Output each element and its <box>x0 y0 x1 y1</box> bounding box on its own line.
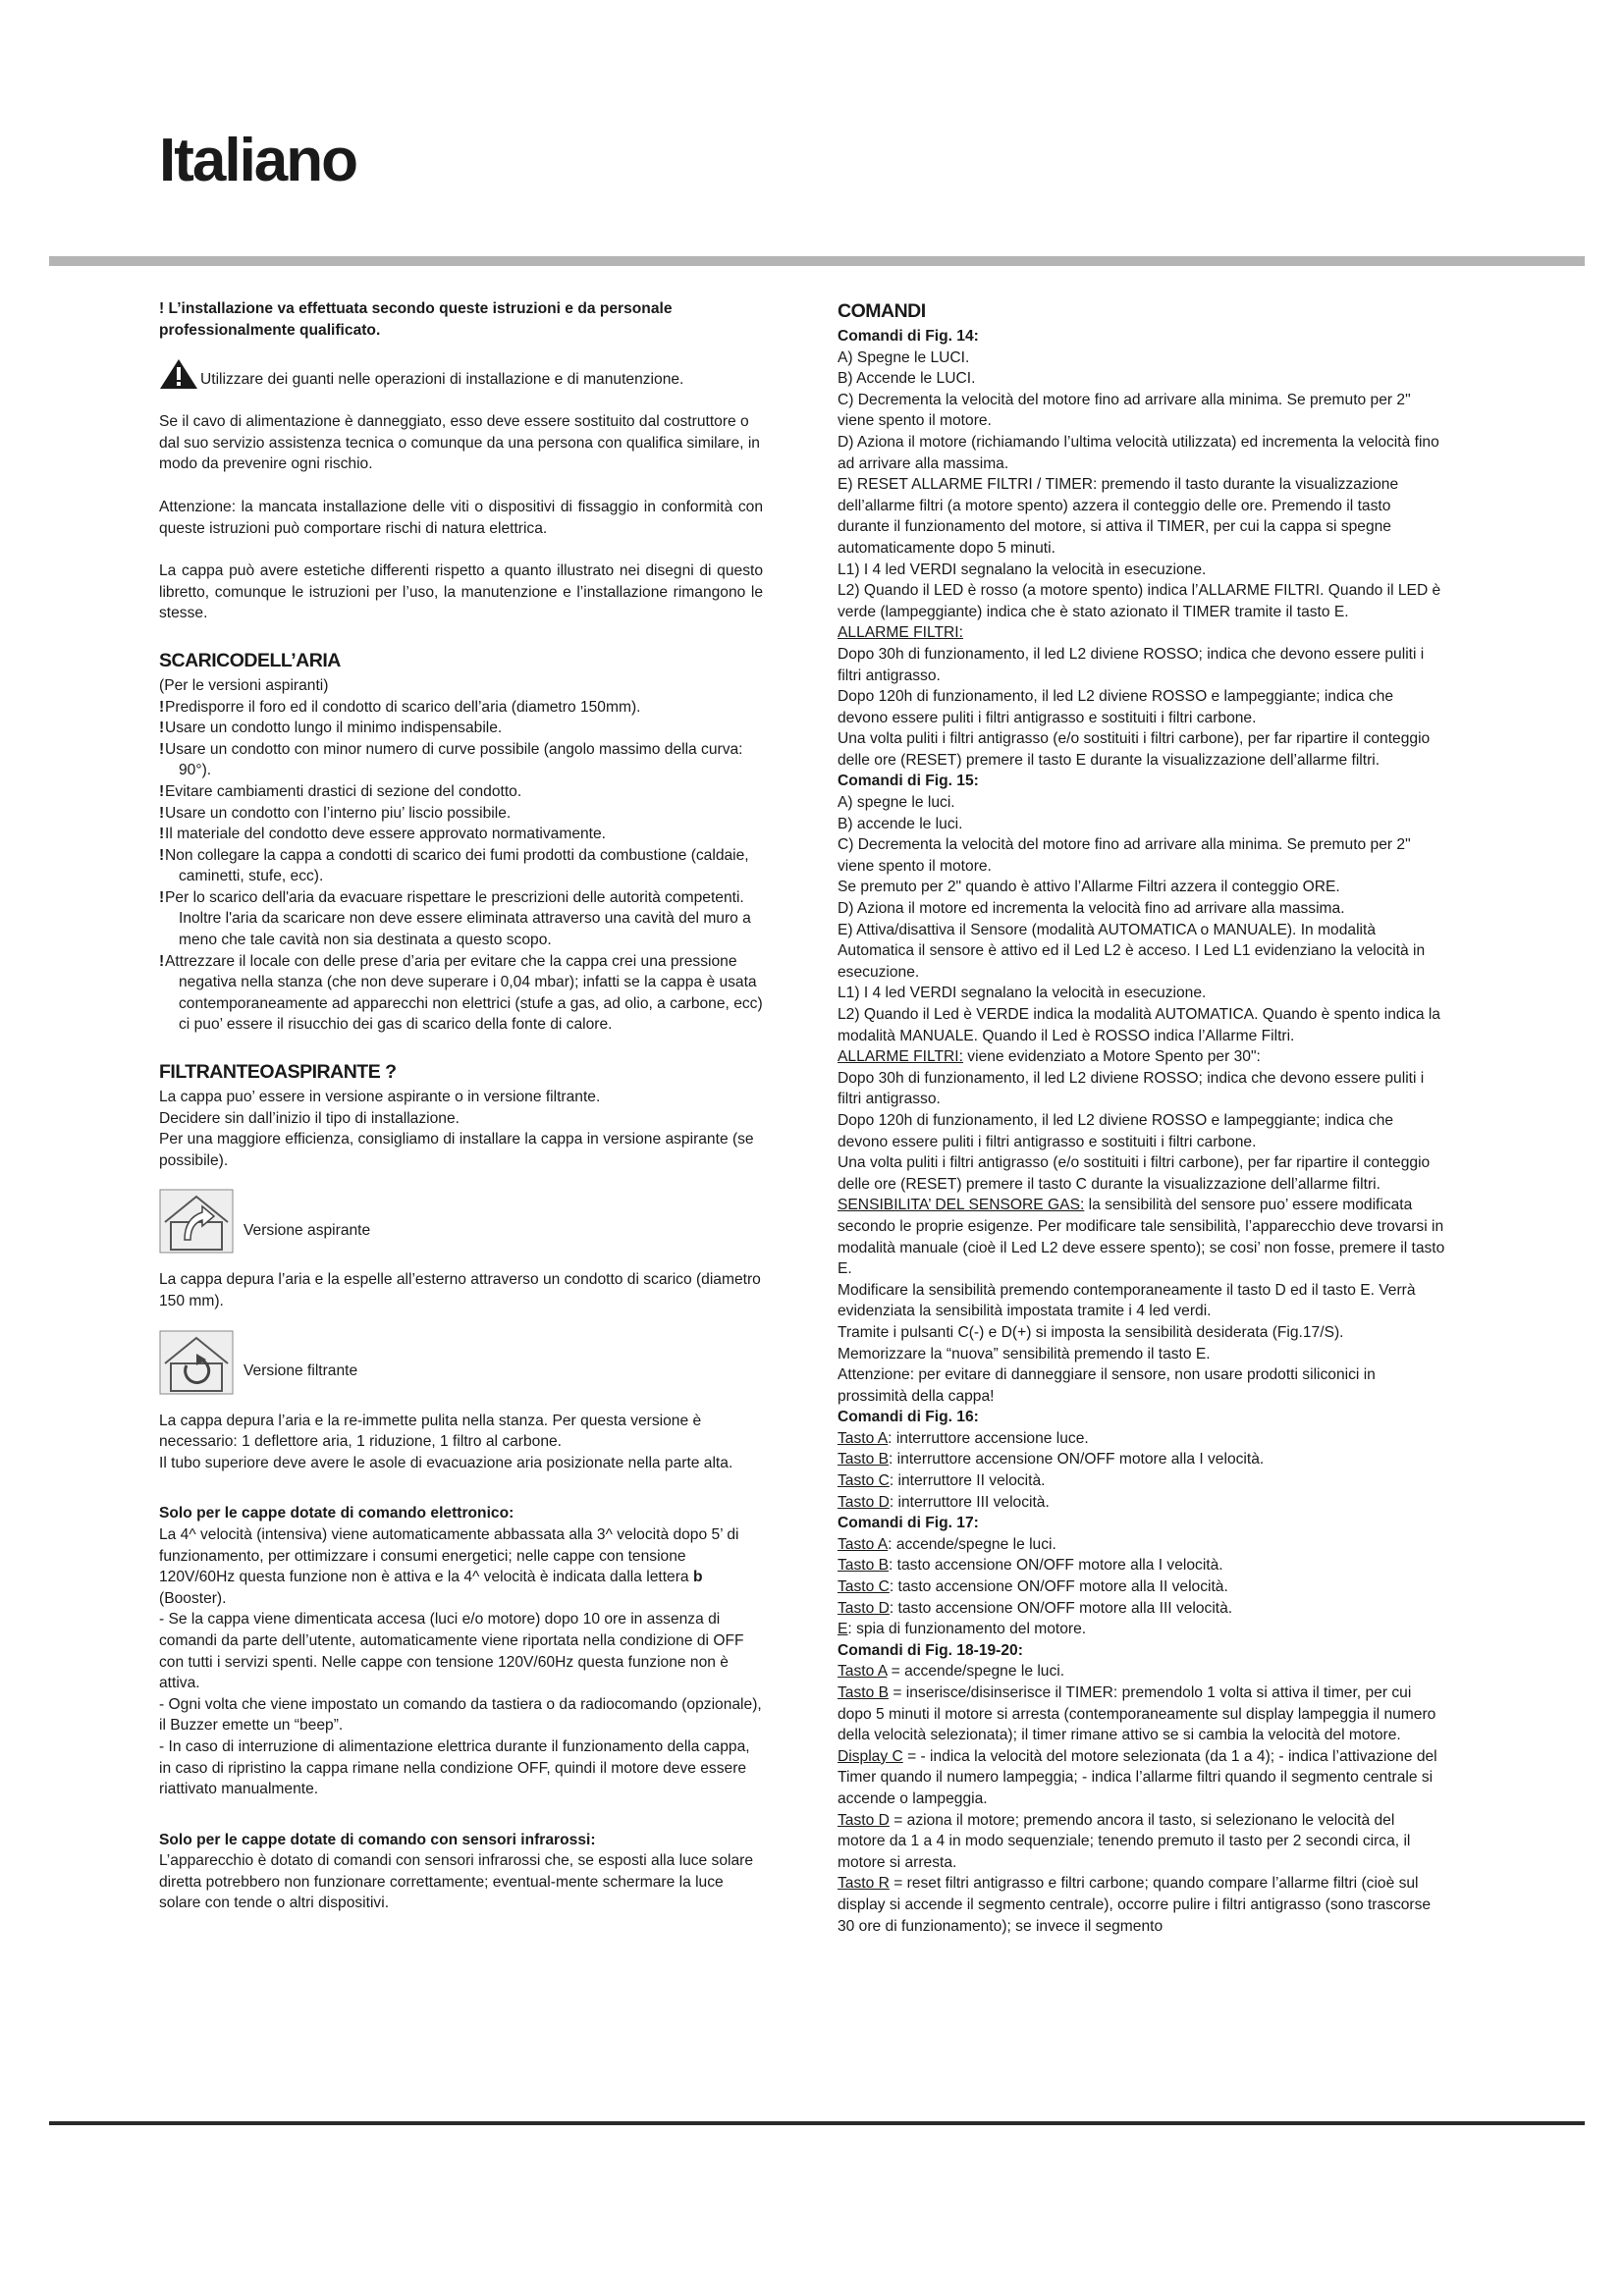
fig18-item: Display C = - indica la velocità del motore selezionata (da 1 a 4); - indica l’attivazione del Timer quando il numero lampeggia; - indica l’allarme filtri quando il segmento centrale si accende o lampeggia. <box>838 1747 1437 1807</box>
fig15-line: L1) I 4 led VERDI segnalano la velocità in esecuzione. <box>838 985 1207 1002</box>
fig17-item: Tasto C: tasto accensione ON/OFF motore alla II velocità. <box>838 1578 1228 1596</box>
scarico-subtitle: (Per le versioni aspiranti) <box>159 676 329 694</box>
fig14-title: Comandi di Fig. 14: <box>838 328 979 345</box>
fig18-item: Tasto B = inserisce/disinserisce il TIMER: premendolo 1 volta si attiva il timer, per cui dopo 5 minuti il motore si arresta (contemporaneamente sul display lampeggia il numero della velocità selezionata); il timer rimane attivo se si cambia la velocità del motore. <box>838 1684 1436 1744</box>
list-item: !Il materiale del condotto deve essere approvato normativamente. <box>159 826 607 843</box>
fig18-title: Comandi di Fig. 18-19-20: <box>838 1641 1023 1659</box>
filtrante-version <box>159 1330 763 1395</box>
fig14-line: A) Spegne le LUCI. <box>838 348 970 366</box>
elettronico-heading: Solo per le cappe dotate di comando elettronico: <box>159 1505 514 1522</box>
fig14-alarm-line: Una volta puliti i filtri antigrasso (e/o sostituiti i filtri carbone), per far ripartire il conteggio delle ore (RESET) premere il tasto E durante la visualizzazione dell’allarme filtri. <box>838 730 1431 769</box>
fig17-item: Tasto A: accende/spegne le luci. <box>838 1535 1056 1553</box>
fig15-line: E) Attiva/disattiva il Sensore (modalità AUTOMATICA o MANUALE). In modalità Automatica il sensore è attivo ed il Led L2 è acceso. I Led L1 evidenziano la velocità in esecuzione. <box>838 921 1426 981</box>
gloves-notice <box>159 358 763 390</box>
fig14-line: B) Accende le LUCI. <box>838 370 976 388</box>
fig16-item: Tasto C: interruttore II velocità. <box>838 1472 1046 1490</box>
filtrante-label: Versione filtrante <box>244 1362 358 1379</box>
fig17-item: Tasto D: tasto accensione ON/OFF motore alla III velocità. <box>838 1599 1233 1617</box>
fig16-item: Tasto B: interruttore accensione ON/OFF motore alla I velocità. <box>838 1451 1265 1468</box>
filtrante-text-2: Il tubo superiore deve avere le asole di evacuazione aria posizionate nella parte alta. <box>159 1454 733 1471</box>
fig18-item: Tasto D = aziona il motore; premendo ancora il tasto, si selezionano le velocità del motore da 1 a 4 in modo sequenziale; tenendo premuto il tasto per 2 secondi circa, il motore si arresta. <box>838 1811 1411 1871</box>
aspirante-house-icon <box>159 1189 234 1254</box>
list-item: !Usare un condotto lungo il minimo indispensabile. <box>159 720 503 737</box>
page-title: Italiano <box>159 127 357 194</box>
infrarossi-heading: Solo per le cappe dotate di comando con sensori infrarossi: <box>159 1831 596 1848</box>
filtrante-p3: Per una maggiore efficienza, consigliamo di installare la cappa in versione aspirante (se possibile). <box>159 1131 754 1169</box>
fig15-sensor-line: Modificare la sensibilità premendo contemporaneamente il tasto D ed il tasto E. Verrà evidenziata la sensibilità impostata tramite i 4 led verdi. <box>838 1281 1416 1320</box>
fig15-alarm-line: Una volta puliti i filtri antigrasso (e/o sostituiti i filtri carbone), per far ripartire il conteggio delle ore (RESET) premere il tasto C durante la visualizzazione dell’allarme filtri. <box>838 1154 1431 1193</box>
fig14-line: D) Aziona il motore (richiamando l’ultima velocità utilizzata) ed incrementa la velocità fino ad arrivare alla massima. <box>838 433 1439 472</box>
list-item: !Per lo scarico dell'aria da evacuare rispettare le prescrizioni delle autorità competenti. Inoltre l'aria da scaricare non deve essere eliminata attraverso una cavità del muro a meno che tale cavità non sia destinata a questo scopo. <box>159 888 751 949</box>
fig15-sensor-line: Memorizzare la “nuova” sensibilità premendo il tasto E. <box>838 1345 1211 1362</box>
top-divider <box>49 256 1585 266</box>
fig14-alarm-line: Dopo 30h di funzionamento, il led L2 diviene ROSSO; indica che devono essere puliti i filtri antigrasso. <box>838 645 1425 684</box>
list-item: !Usare un condotto con minor numero di curve possibile (angolo massimo della curva: 90°). <box>159 740 743 779</box>
fig15-sensor-line: Attenzione: per evitare di danneggiare il sensore, non usare prodotti siliconici in prossimità della cappa! <box>838 1366 1376 1405</box>
aspirante-text: La cappa depura l’aria e la espelle all’esterno attraverso un condotto di scarico (diametro 150 mm). <box>159 1271 761 1309</box>
warning-triangle-icon <box>159 358 198 390</box>
list-item: !Usare un condotto con l’interno piu’ liscio possibile. <box>159 804 512 822</box>
elettronico-p2: - Se la cappa viene dimenticata accesa (luci e/o motore) dopo 10 ore in assenza di comandi da parte dell’utente, automaticamente viene riportata nella condizione di OFF con tutti i servizi spenti. Nelle cappe con tensione 120V/60Hz questa funzione non è attiva. <box>159 1611 744 1692</box>
fig15-title: Comandi di Fig. 15: <box>838 773 979 790</box>
fig15-line: D) Aziona il motore ed incrementa la velocità fino ad arrivare alla massima. <box>838 900 1345 918</box>
list-item: !Attrezzare il locale con delle prese d’aria per evitare che la cappa crei una pressione negativa nella stanza (che non deve superare i 0,04 mbar); infatti se la cappa è usata contemporaneamente ad apparecchi non elettrici (stufe a gas, ad olio, a carbone, ecc) ci puo’ essere il risucchio dei gas di scarico della fonte di calore. <box>159 952 763 1034</box>
fig15-alarm: ALLARME FILTRI: viene evidenziato a Motore Spento per 30": <box>838 1048 1261 1066</box>
fig15-sensor-line: Tramite i pulsanti C(-) e D(+) si imposta la sensibilità desiderata (Fig.17/S). <box>838 1323 1344 1341</box>
screws-paragraph: Attenzione: la mancata installazione delle viti o dispositivi di fissaggio in conformità con queste istruzioni può comportare rischi di natura elettrica. <box>159 498 763 537</box>
list-item: !Non collegare la cappa a condotti di scarico dei fumi prodotti da combustione (caldaie, caminetti, stufe, ecc). <box>159 846 749 885</box>
scarico-heading: SCARICODELL’ARIA <box>159 649 341 671</box>
fig15-line: A) spegne le luci. <box>838 794 955 812</box>
fig14-line: L2) Quando il LED è rosso (a motore spento) indica l’ALLARME FILTRI. Quando il LED è verde (lampeggiante) indica che è stato azionato il TIMER tramite il tasto E. <box>838 582 1441 620</box>
filtrante-p1: La cappa puo’ essere in versione aspirante o in versione filtrante. <box>159 1089 601 1106</box>
cable-paragraph: Se il cavo di alimentazione è danneggiato, esso deve essere sostituito dal costruttore o dal suo servizio assistenza tecnica o comunque da una persona con qualifica similare, in modo da prevenire ogni rischio. <box>159 413 760 473</box>
fig14-alarm-label: ALLARME FILTRI: <box>838 624 963 642</box>
fig14-line: C) Decrementa la velocità del motore fino ad arrivare alla minima. Se premuto per 2" viene spento il motore. <box>838 391 1411 430</box>
list-item: !Predisporre il foro ed il condotto di scarico dell’aria (diametro 150mm). <box>159 698 641 716</box>
fig17-item: Tasto B: tasto accensione ON/OFF motore alla I velocità. <box>838 1557 1223 1575</box>
filtrante-p2: Decidere sin dall’inizio il tipo di installazione. <box>159 1109 460 1127</box>
infrarossi-text: L’apparecchio è dotato di comandi con sensori infrarossi che, se esposti alla luce solare diretta potrebbero non funzionare correttamente; eventual-mente schermare la luce solare con tende o altri dispositivi. <box>159 1852 754 1912</box>
bottom-divider <box>49 2121 1585 2125</box>
fig18-item: Tasto A = accende/spegne le luci. <box>838 1663 1065 1681</box>
elettronico-p4: - In caso di interruzione di alimentazione elettrica durante il funzionamento della cappa, in caso di ripristino la cappa rimane nella condizione OFF, quindi il motore deve essere riattivato manualmente. <box>159 1737 750 1798</box>
aesthetics-paragraph: La cappa può avere estetiche differenti rispetto a quanto illustrato nei disegni di questo libretto, comunque le istruzioni per l’uso, la manutenzione e l’installazione rimangono le stesse. <box>159 562 763 622</box>
fig15-line: Se premuto per 2" quando è attivo l’Allarme Filtri azzera il conteggio ORE. <box>838 879 1340 896</box>
aspirante-label: Versione aspirante <box>244 1221 371 1239</box>
aspirante-version <box>159 1189 763 1254</box>
fig15-sensor: SENSIBILITA’ DEL SENSORE GAS: la sensibilità del sensore puo’ essere modificata secondo le proprie esigenze. Per modificare tale sensibilità, l’apparecchio deve trovarsi in modalità manuale (cioè il Led L2 deve essere spento); se cosi’ non fosse, premere il tasto E. <box>838 1197 1445 1278</box>
elettronico-p3: - Ogni volta che viene impostato un comando da tastiera o da radiocomando (opzionale), il Buzzer emette un “beep”. <box>159 1695 762 1735</box>
fig16-item: Tasto A: interruttore accensione luce. <box>838 1429 1089 1447</box>
fig16-item: Tasto D: interruttore III velocità. <box>838 1493 1050 1511</box>
fig15-line: L2) Quando il Led è VERDE indica la modalità AUTOMATICA. Quando è spento indica la modalità MANUALE. Quando il Led è ROSSO indica l’Allarme Filtri. <box>838 1006 1440 1044</box>
filtrante-heading: FILTRANTEOASPIRANTE ? <box>159 1061 397 1084</box>
right-column <box>838 298 1446 1937</box>
fig18-item: Tasto R = reset filtri antigrasso e filtri carbone; quando compare l’allarme filtri (cioè sul display si accende il segmento centrale), occorre pulire i filtri antigrasso (sono trascorse 30 ore di funzionamento); se invece il segmento <box>838 1875 1432 1935</box>
gloves-text: Utilizzare dei guanti nelle operazioni di installazione e di manutenzione. <box>200 370 684 388</box>
list-item: !Evitare cambiamenti drastici di sezione del condotto. <box>159 782 522 800</box>
fig14-line: L1) I 4 led VERDI segnalano la velocità in esecuzione. <box>838 561 1207 578</box>
installation-warning: ! L’installazione va effettuata secondo queste istruzioni e da personale professionalmente qualificato. <box>159 300 673 339</box>
fig17-item: E: spia di funzionamento del motore. <box>838 1621 1087 1638</box>
fig14-line: E) RESET ALLARME FILTRI / TIMER: premendo il tasto durante la visualizzazione dell’allarme filtri (a motore spento) azzera il conteggio delle ore. Premendo il tasto durante il funzionamento del motore, si attiva il TIMER, per cui la cappa si spegne automaticamente dopo 5 minuti. <box>838 476 1399 557</box>
fig15-line: C) Decrementa la velocità del motore fino ad arrivare alla minima. Se premuto per 2" viene spento il motore. <box>838 836 1411 875</box>
filtrante-house-icon <box>159 1330 234 1395</box>
fig14-alarm-line: Dopo 120h di funzionamento, il led L2 diviene ROSSO e lampeggiante; indica che devono essere puliti i filtri antigrasso e sostituiti i filtri carbone. <box>838 688 1394 726</box>
fig15-line: B) accende le luci. <box>838 815 963 832</box>
fig15-alarm-line: Dopo 30h di funzionamento, il led L2 diviene ROSSO; indica che devono essere puliti i filtri antigrasso. <box>838 1069 1425 1108</box>
scarico-list <box>159 697 763 1037</box>
fig15-alarm-line: Dopo 120h di funzionamento, il led L2 diviene ROSSO e lampeggiante; indica che devono essere puliti i filtri antigrasso e sostituiti i filtri carbone. <box>838 1111 1394 1150</box>
elettronico-p1: La 4^ velocità (intensiva) viene automaticamente abbassata alla 3^ velocità dopo 5’ di funzionamento, per ottimizzare i consumi energetici; nelle cappe con tensione 120V/60Hz questa funzione non è attiva e la 4^ velocità è indicata dalla lettera b (Booster). <box>159 1525 739 1607</box>
comandi-heading: COMANDI <box>838 300 926 322</box>
left-column <box>159 298 763 1914</box>
filtrante-text-1: La cappa depura l’aria e la re-immette pulita nella stanza. Per questa versione è necessario: 1 deflettore aria, 1 riduzione, 1 filtro al carbone. <box>159 1412 702 1451</box>
fig16-title: Comandi di Fig. 16: <box>838 1409 979 1426</box>
fig17-title: Comandi di Fig. 17: <box>838 1515 979 1532</box>
